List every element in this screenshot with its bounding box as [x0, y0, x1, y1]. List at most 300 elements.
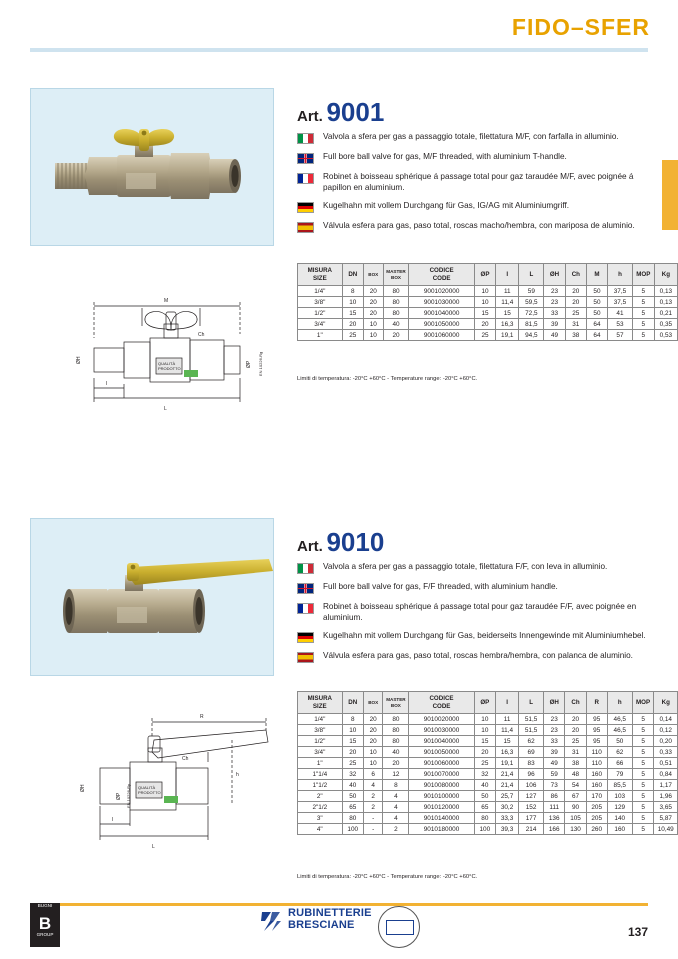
table-cell: 20	[565, 297, 586, 308]
table-cell: 90	[565, 802, 586, 813]
table-cell: 95	[586, 736, 607, 747]
table-cell: 15	[496, 736, 519, 747]
table-cell: 6	[363, 769, 383, 780]
table-cell: 5	[632, 791, 654, 802]
table-cell: 9010070000	[409, 769, 474, 780]
table-cell: 19,1	[496, 330, 519, 341]
th-oh: ØH	[544, 264, 565, 286]
table-cell: 2"1/2	[298, 802, 343, 813]
table-cell: 0,53	[654, 330, 677, 341]
description-text: Válvula esfera para gas, paso total, roscas macho/hembra, con mariposa de aluminio.	[323, 221, 635, 230]
table-row	[298, 780, 678, 791]
table-cell: 15	[474, 308, 495, 319]
table-cell: 25	[342, 330, 363, 341]
table-cell: 73	[544, 780, 565, 791]
table-cell: 38	[565, 330, 586, 341]
table-cell: 10	[474, 725, 495, 736]
svg-text:L: L	[164, 406, 167, 412]
svg-text:ØP: ØP	[246, 360, 252, 368]
th-box: BOX	[363, 692, 383, 714]
th-code: CODICE CODE	[409, 692, 474, 714]
th-m: M	[586, 264, 607, 286]
description-text: Robinet à boisseau sphérique á passage total pour gaz taraudée M/F, avec poignée á papillon en aluminium.	[323, 172, 634, 192]
svg-text:PRODOTTO: PRODOTTO	[158, 366, 181, 371]
spec-table-body	[298, 286, 678, 341]
table-cell: -	[363, 813, 383, 824]
table-cell: 166	[544, 824, 565, 835]
table-cell: 25	[474, 330, 495, 341]
table-cell: 9010040000	[409, 736, 474, 747]
table-cell: 10	[474, 297, 495, 308]
group-logo-bottom: GROUP	[36, 932, 54, 938]
table-cell: 80	[474, 813, 495, 824]
flag-de-icon	[297, 632, 314, 643]
svg-text:QUALITÀ: QUALITÀ	[158, 361, 176, 366]
table-cell: -	[363, 824, 383, 835]
technical-drawing-9001	[72, 272, 272, 422]
table-cell: 160	[586, 769, 607, 780]
table-cell: 25	[474, 758, 495, 769]
certification-mark	[378, 906, 420, 948]
table-cell: 15	[496, 308, 519, 319]
table-cell: 9001060000	[409, 330, 474, 341]
table-cell: 10,49	[654, 824, 678, 835]
description-text: Válvula esfera para gas, paso total, roscas hembra/hembra, con palanca de aluminio.	[323, 651, 633, 660]
table-cell: 5	[632, 824, 654, 835]
table-row	[298, 330, 678, 341]
svg-text:QUALITÀ: QUALITÀ	[138, 785, 156, 790]
th-op: ØP	[474, 264, 495, 286]
table-cell: 20	[474, 319, 495, 330]
table-cell: 94,5	[519, 330, 544, 341]
rb-logo-icon	[258, 908, 284, 934]
table-cell: 160	[607, 824, 632, 835]
description-text: Valvola a sfera per gas a passaggio totale, filettatura M/F, con farfalla in alluminio.	[323, 132, 619, 141]
table-cell: 9010180000	[409, 824, 474, 835]
table-cell: 5	[632, 714, 654, 725]
table-cell: 110	[586, 758, 607, 769]
th-ch: Ch	[565, 692, 586, 714]
table-cell: 80	[342, 813, 363, 824]
table-cell: 2"	[298, 791, 343, 802]
table-cell: 205	[586, 802, 607, 813]
th-h: h	[607, 692, 632, 714]
table-cell: 33,3	[496, 813, 519, 824]
table-cell: 25	[565, 736, 586, 747]
table-cell: 39,3	[496, 824, 519, 835]
table-cell: 4"	[298, 824, 343, 835]
group-logo-letter: B	[38, 914, 52, 934]
table-cell: 80	[383, 736, 409, 747]
table-cell: 9010080000	[409, 780, 474, 791]
description-row	[297, 221, 647, 233]
table-cell: 81,5	[519, 319, 544, 330]
table-cell: 1,96	[654, 791, 678, 802]
svg-text:L: L	[152, 844, 155, 850]
description-text: Kugelhahn mit vollem Durchgang für Gas, beiderseits Innengewinde mit Aluminiumhebel.	[323, 631, 646, 640]
header-divider	[30, 48, 648, 52]
table-cell: 20	[565, 286, 586, 297]
table-cell: 39	[544, 319, 565, 330]
spec-table-head	[298, 692, 678, 714]
table-cell: 79	[607, 769, 632, 780]
table-cell: 9001020000	[409, 286, 474, 297]
th-box: BOX	[363, 264, 383, 286]
table-cell: 170	[586, 791, 607, 802]
table-cell: 5	[632, 308, 654, 319]
table-cell: 136	[544, 813, 565, 824]
table-cell: 5	[632, 725, 654, 736]
table-cell: 10	[474, 714, 495, 725]
table-cell: 0,14	[654, 714, 678, 725]
table-cell: 65	[342, 802, 363, 813]
table-cell: 0,13	[654, 297, 677, 308]
th-ch: Ch	[565, 264, 586, 286]
table-cell: 130	[565, 824, 586, 835]
th-kg: Kg	[654, 692, 678, 714]
table-cell: 9001030000	[409, 297, 474, 308]
art-heading-9001	[297, 97, 384, 128]
table-cell: 3/4"	[298, 747, 343, 758]
table-cell: 25,7	[496, 791, 519, 802]
table-cell: 64	[586, 319, 607, 330]
spec-table-head	[298, 264, 678, 286]
table-cell: 9010020000	[409, 714, 474, 725]
svg-text:R: R	[200, 714, 204, 720]
product-photo-9001	[30, 88, 274, 246]
table-cell: 20	[363, 308, 383, 319]
table-row	[298, 736, 678, 747]
table-cell: 20	[363, 725, 383, 736]
table-cell: 46,5	[607, 725, 632, 736]
table-row	[298, 824, 678, 835]
table-cell: 80	[383, 714, 409, 725]
table-cell: 50	[474, 791, 495, 802]
table-cell: 3/8"	[298, 297, 343, 308]
table-cell: 5	[632, 780, 654, 791]
table-cell: 10	[342, 297, 363, 308]
th-master-box: MASTER BOX	[383, 264, 409, 286]
ball-valve-photo-2	[31, 519, 273, 675]
art-label-9001: Art.	[297, 108, 323, 125]
table-row	[298, 769, 678, 780]
page-header	[0, 0, 678, 56]
temp-note-9010: Limiti di temperatura: -20°C +60°C - Temperature range: -20°C +60°C.	[297, 874, 478, 880]
table-cell: 86	[544, 791, 565, 802]
th-mop: MOP	[632, 692, 654, 714]
flag-uk-icon	[297, 153, 314, 164]
table-cell: 53	[607, 319, 632, 330]
table-cell: 1"	[298, 330, 343, 341]
table-row	[298, 725, 678, 736]
table-cell: 19,1	[496, 758, 519, 769]
spec-table-9010	[297, 691, 678, 835]
svg-text:I: I	[112, 817, 114, 823]
table-cell: 48	[565, 769, 586, 780]
table-cell: 20	[565, 725, 586, 736]
th-l: L	[519, 692, 544, 714]
table-cell: 5	[632, 286, 654, 297]
table-cell: 50	[607, 736, 632, 747]
table-cell: 40	[383, 747, 409, 758]
table-cell: 4	[363, 780, 383, 791]
table-cell: 33	[544, 736, 565, 747]
description-row	[297, 562, 647, 574]
table-header-row	[298, 264, 678, 286]
table-cell: 40	[342, 780, 363, 791]
table-cell: 9010100000	[409, 791, 474, 802]
table-cell: 31	[565, 319, 586, 330]
flag-es-icon	[297, 222, 314, 233]
table-cell: 11	[496, 714, 519, 725]
product-photo-9010	[30, 518, 274, 676]
table-cell: 16,3	[496, 747, 519, 758]
art-number-9010: 9010	[326, 527, 385, 557]
table-cell: 11	[496, 286, 519, 297]
table-cell: 2	[383, 824, 409, 835]
table-cell: 1"	[298, 758, 343, 769]
table-cell: 5	[632, 769, 654, 780]
description-text: Robinet à boisseau sphérique á passage total pour gaz taraudée F/F, avec poignée en aluminium.	[323, 602, 637, 622]
table-cell: 5	[632, 747, 654, 758]
table-cell: 20	[383, 330, 409, 341]
certification-inner	[386, 920, 414, 935]
table-cell: 1/4"	[298, 714, 343, 725]
group-logo	[30, 903, 60, 947]
table-cell: 100	[342, 824, 363, 835]
table-cell: 5	[632, 319, 654, 330]
description-row	[297, 582, 647, 594]
description-text: Full bore ball valve for gas, F/F threaded, with aluminium handle.	[323, 582, 558, 591]
table-cell: 80	[383, 308, 409, 319]
th-i: I	[496, 692, 519, 714]
table-cell: 54	[565, 780, 586, 791]
flag-it-icon	[297, 563, 314, 574]
table-cell: 4	[383, 813, 409, 824]
group-logo-top: BUGNI	[37, 903, 53, 908]
table-cell: 15	[342, 736, 363, 747]
table-cell: 0,21	[654, 308, 677, 319]
description-text: Valvola a sfera per gas a passaggio totale, filettatura F/F, con leva in alluminio.	[323, 562, 608, 571]
svg-text:PRODOTTO: PRODOTTO	[138, 790, 161, 795]
table-cell: 20	[363, 736, 383, 747]
table-cell: 31	[565, 747, 586, 758]
th-r: R	[586, 692, 607, 714]
art-label-9010: Art.	[297, 538, 323, 555]
art-number-9001: 9001	[326, 97, 385, 127]
svg-text:ØH: ØH	[80, 784, 86, 792]
th-mop: MOP	[632, 264, 654, 286]
table-cell: 5,87	[654, 813, 678, 824]
th-dn: DN	[342, 692, 363, 714]
table-cell: 5	[632, 802, 654, 813]
table-cell: 10	[474, 286, 495, 297]
table-row	[298, 802, 678, 813]
table-cell: 80	[383, 725, 409, 736]
table-cell: 20	[363, 714, 383, 725]
table-cell: 0,35	[654, 319, 677, 330]
svg-text:ØP: ØP	[116, 792, 122, 800]
table-cell: 3/8"	[298, 725, 343, 736]
svg-text:M: M	[164, 298, 169, 304]
table-cell: 9001050000	[409, 319, 474, 330]
table-cell: 51,5	[519, 714, 544, 725]
description-text: Kugelhahn mit vollem Durchgang für Gas, IG/AG mit Aluminiumgriff.	[323, 201, 570, 210]
flag-uk-icon	[297, 583, 314, 594]
table-cell: 9001040000	[409, 308, 474, 319]
spec-table-9001	[297, 263, 678, 341]
flag-es-icon	[297, 652, 314, 663]
table-cell: 49	[544, 758, 565, 769]
table-cell: 4	[383, 802, 409, 813]
table-cell: 41	[607, 308, 632, 319]
table-cell: 9010120000	[409, 802, 474, 813]
table-cell: 8	[383, 780, 409, 791]
table-cell: 72,5	[519, 308, 544, 319]
th-op: ØP	[474, 692, 495, 714]
table-row	[298, 714, 678, 725]
table-cell: 100	[474, 824, 495, 835]
table-row	[298, 758, 678, 769]
table-row	[298, 747, 678, 758]
table-cell: 3,65	[654, 802, 678, 813]
table-cell: 3/4"	[298, 319, 343, 330]
th-master-box: MASTER BOX	[383, 692, 409, 714]
th-h: h	[607, 264, 632, 286]
table-cell: 64	[586, 330, 607, 341]
table-cell: 20	[363, 297, 383, 308]
page-title: FIDO–SFER	[511, 14, 650, 40]
table-cell: 127	[519, 791, 544, 802]
table-cell: 8	[342, 286, 363, 297]
table-cell: 5	[632, 736, 654, 747]
svg-text:EN 10226-Rp: EN 10226-Rp	[126, 783, 131, 808]
table-cell: 62	[607, 747, 632, 758]
table-row	[298, 297, 678, 308]
table-cell: 50	[342, 791, 363, 802]
table-cell: 1/2"	[298, 308, 343, 319]
table-cell: 106	[519, 780, 544, 791]
table-cell: 1"1/4	[298, 769, 343, 780]
svg-text:I: I	[106, 381, 108, 387]
svg-text:Ch: Ch	[198, 332, 205, 338]
table-cell: 260	[586, 824, 607, 835]
table-cell: 20	[383, 758, 409, 769]
table-cell: 11,4	[496, 725, 519, 736]
description-row	[297, 152, 647, 164]
table-cell: 20	[342, 319, 363, 330]
table-cell: 40	[474, 780, 495, 791]
table-cell: 1"1/2	[298, 780, 343, 791]
table-cell: 0,12	[654, 725, 678, 736]
table-cell: 110	[586, 747, 607, 758]
table-cell: 96	[519, 769, 544, 780]
table-cell: 12	[383, 769, 409, 780]
table-cell: 50	[586, 308, 607, 319]
description-row	[297, 201, 647, 213]
th-size: MISURA SIZE	[298, 692, 343, 714]
table-row	[298, 286, 678, 297]
table-cell: 4	[383, 791, 409, 802]
th-kg: Kg	[654, 264, 677, 286]
th-size: MISURA SIZE	[298, 264, 343, 286]
table-cell: 20	[474, 747, 495, 758]
svg-text:h: h	[236, 772, 239, 778]
table-cell: 33	[544, 308, 565, 319]
table-cell: 59	[519, 286, 544, 297]
description-row	[297, 172, 647, 193]
table-cell: 32	[342, 769, 363, 780]
description-block-9001	[297, 132, 647, 241]
table-cell: 23	[544, 714, 565, 725]
table-cell: 1,17	[654, 780, 678, 791]
table-cell: 65	[474, 802, 495, 813]
description-text: Full bore ball valve for gas, M/F threaded, with aluminium T-handle.	[323, 152, 567, 161]
table-cell: 2	[363, 791, 383, 802]
ball-valve-photo-1	[31, 89, 273, 245]
table-cell: 2	[363, 802, 383, 813]
table-cell: 69	[519, 747, 544, 758]
flag-de-icon	[297, 202, 314, 213]
table-cell: 3"	[298, 813, 343, 824]
table-cell: 80	[383, 297, 409, 308]
table-cell: 0,33	[654, 747, 678, 758]
table-cell: 59,5	[519, 297, 544, 308]
table-cell: 59	[544, 769, 565, 780]
table-cell: 37,5	[607, 297, 632, 308]
table-cell: 32	[474, 769, 495, 780]
brand-line-1: RUBINETTERIE	[288, 907, 372, 919]
flag-it-icon	[297, 133, 314, 144]
table-cell: 160	[586, 780, 607, 791]
table-cell: 1/2"	[298, 736, 343, 747]
th-dn: DN	[342, 264, 363, 286]
th-oh: ØH	[544, 692, 565, 714]
table-cell: 66	[607, 758, 632, 769]
table-cell: 0,20	[654, 736, 678, 747]
table-cell: 20	[342, 747, 363, 758]
table-cell: 95	[586, 714, 607, 725]
table-cell: 111	[544, 802, 565, 813]
table-row	[298, 319, 678, 330]
table-cell: 10	[363, 758, 383, 769]
brand-line-2: BRESCIANE	[288, 918, 355, 931]
table-cell: 10	[363, 330, 383, 341]
description-block-9010	[297, 562, 647, 671]
table-cell: 1/4"	[298, 286, 343, 297]
svg-text:EN 10226-Rg: EN 10226-Rg	[258, 351, 263, 376]
brand-name	[288, 908, 372, 932]
table-cell: 83	[519, 758, 544, 769]
table-cell: 10	[363, 319, 383, 330]
table-cell: 57	[607, 330, 632, 341]
table-cell: 38	[565, 758, 586, 769]
table-cell: 23	[544, 286, 565, 297]
table-cell: 129	[607, 802, 632, 813]
table-cell: 67	[565, 791, 586, 802]
table-cell: 9010140000	[409, 813, 474, 824]
table-cell: 103	[607, 791, 632, 802]
table-cell: 46,5	[607, 714, 632, 725]
table-cell: 30,2	[496, 802, 519, 813]
table-cell: 25	[342, 758, 363, 769]
temp-note-9001: Limiti di temperatura: -20°C +60°C - Temperature range: -20°C +60°C.	[297, 376, 478, 382]
table-cell: 37,5	[607, 286, 632, 297]
table-cell: 15	[342, 308, 363, 319]
table-cell: 9010050000	[409, 747, 474, 758]
table-cell: 140	[607, 813, 632, 824]
description-row	[297, 651, 647, 663]
